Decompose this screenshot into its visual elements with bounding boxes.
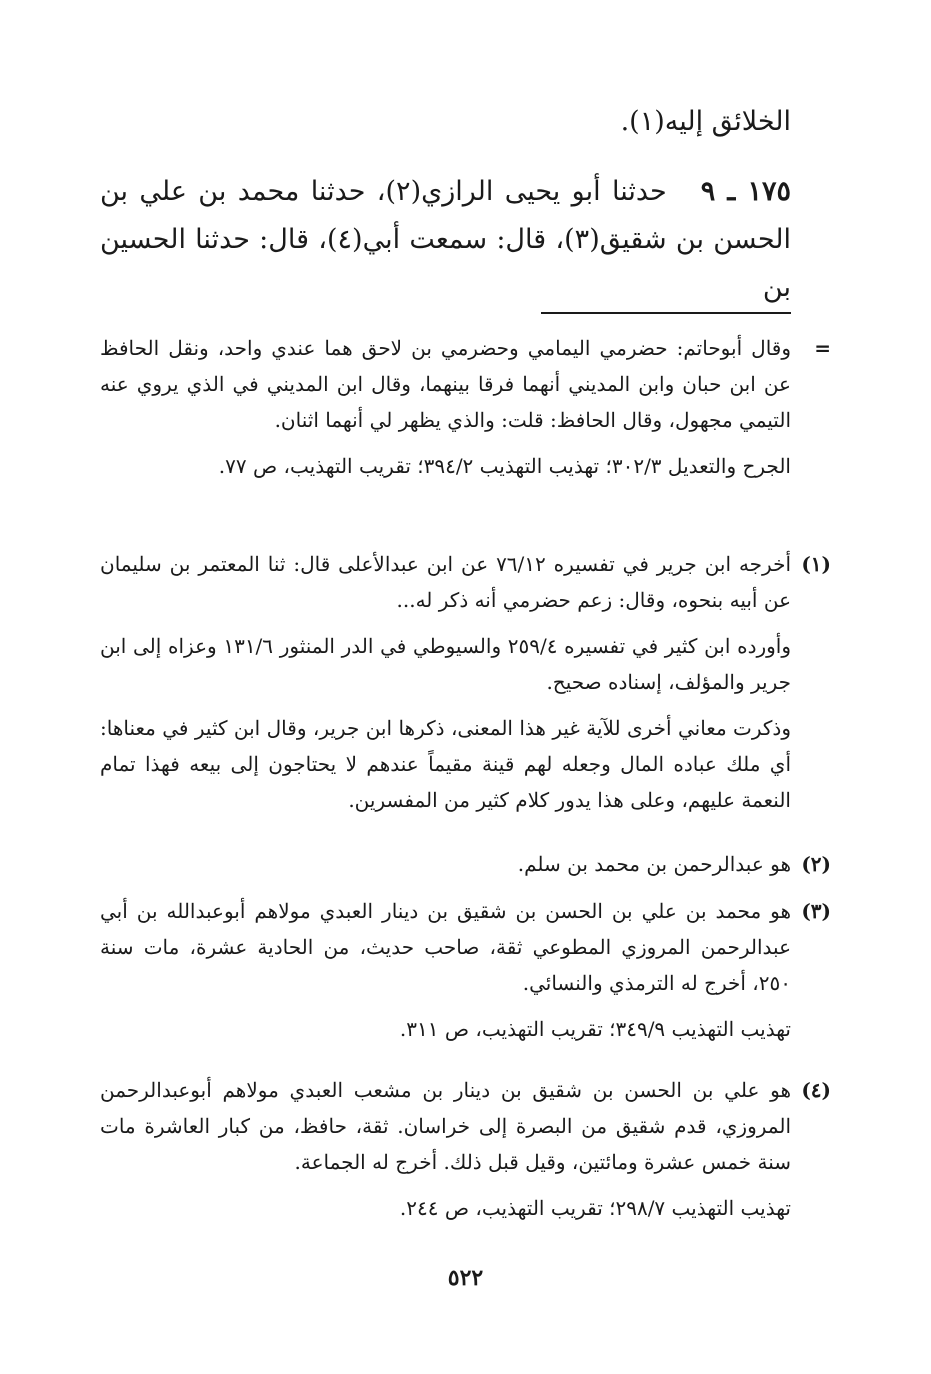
footnote-mark: (٢): [801, 852, 831, 876]
footnote-paragraph: هو علي بن الحسن بن شقيق بن دينار بن مشعب العبدي مولاهم أبوعبدالرحمن المروزي، قدم شقيق من البصرة إلى خراسان. ثقة، حافظ، من كبار العاشرة مات سنة خمس عشرة ومائتين، وقيل قبل ذلك. أخرج له الجماعة.: [100, 1078, 791, 1174]
hadith-text: حدثنا أبو يحيى الرازي(٢)، حدثنا محمد بن علي بن الحسن بن شقيق(٣)، قال: سمعت أبي(٤)، قال: حدثنا الحسين بن: [100, 176, 792, 303]
footnote-mark: (١): [801, 552, 831, 576]
footnote-body: [100, 893, 791, 1057]
footnote-body: [100, 330, 791, 494]
footnote-paragraph: أخرجه ابن جرير في تفسيره ٧٦/١٢ عن ابن عبدالأعلى قال: ثنا المعتمر بن سليمان عن أبيه بنحوه، وقال: زعم حضرمي أنه ذكر له...: [100, 552, 791, 612]
hadith-number: ١٧٥ ـ ٩: [700, 176, 791, 207]
footnote-paragraph: تهذيب التهذيب ٢٩٨/٧؛ تقريب التهذيب، ص ٢٤٤.: [399, 1196, 791, 1220]
footnote-4: [100, 1072, 831, 1236]
hadith-paragraph: [100, 168, 791, 312]
footnote-2: [100, 846, 831, 892]
footnote-paragraph: وأورده ابن كثير في تفسيره ٢٥٩/٤ والسيوطي في الدر المنثور ١٣١/٦ وعزاه إلى ابن جرير والمؤلف، إسناده صحيح.: [100, 634, 792, 694]
page-number: ٥٢٢: [447, 1265, 484, 1291]
footnote-paragraph: تهذيب التهذيب ٣٤٩/٩؛ تقريب التهذيب، ص ٣١١.: [399, 1017, 791, 1041]
footnote-paragraph: وذكرت معاني أخرى للآية غير هذا المعنى، ذكرها ابن جرير، وقال ابن كثير في معناها: أي ملك عباده المال وجعله لهم قينة مقيماً عندهم لا يحتاجون إلى بيعه فهذا تمام النعمة عليهم، وعلى هذا يدور كلام كثير من المفسرين.: [100, 716, 791, 812]
footnote-body: [100, 546, 791, 828]
footnote-divider: [541, 312, 791, 314]
footnote-continuation: [100, 330, 831, 494]
footnote-body: [100, 846, 791, 892]
footnote-mark: =: [814, 336, 831, 360]
footnote-paragraph: هو عبدالرحمن بن محمد بن سلم.: [517, 852, 791, 876]
footnote-3: [100, 893, 831, 1057]
footnote-paragraph: هو محمد بن علي بن الحسن بن شقيق بن دينار العبدي مولاهم أبوعبدالله بن أبي عبدالرحمن المروزي المطوعي ثقة، صاحب حديث، من الحادية عشرة، مات سنة ٢٥٠، أخرج له الترمذي والنسائي.: [100, 899, 791, 995]
continuation-line: الخلائق إليه(١).: [620, 106, 791, 137]
footnote-body: [100, 1072, 791, 1236]
footnote-1: [100, 546, 831, 828]
footnote-mark: (٤): [801, 1078, 831, 1102]
main-text-continuation: [100, 98, 791, 146]
footnote-paragraph: وقال أبوحاتم: حضرمي اليمامي وحضرمي بن لاحق هما عندي واحد، ونقل الحافظ عن ابن حبان وابن المديني أنهما فرقا بينهما، وقال ابن المديني في الذي يروي عنه التيمي مجهول، وقال الحافظ: قلت: والذي يظهر لي أنهما اثنان.: [100, 336, 791, 432]
footnote-mark: (٣): [801, 899, 831, 923]
footnote-paragraph: الجرح والتعديل ٣٠٢/٣؛ تهذيب التهذيب ٣٩٤/٢؛ تقريب التهذيب، ص ٧٧.: [218, 454, 791, 478]
hadith-block: [100, 168, 791, 312]
